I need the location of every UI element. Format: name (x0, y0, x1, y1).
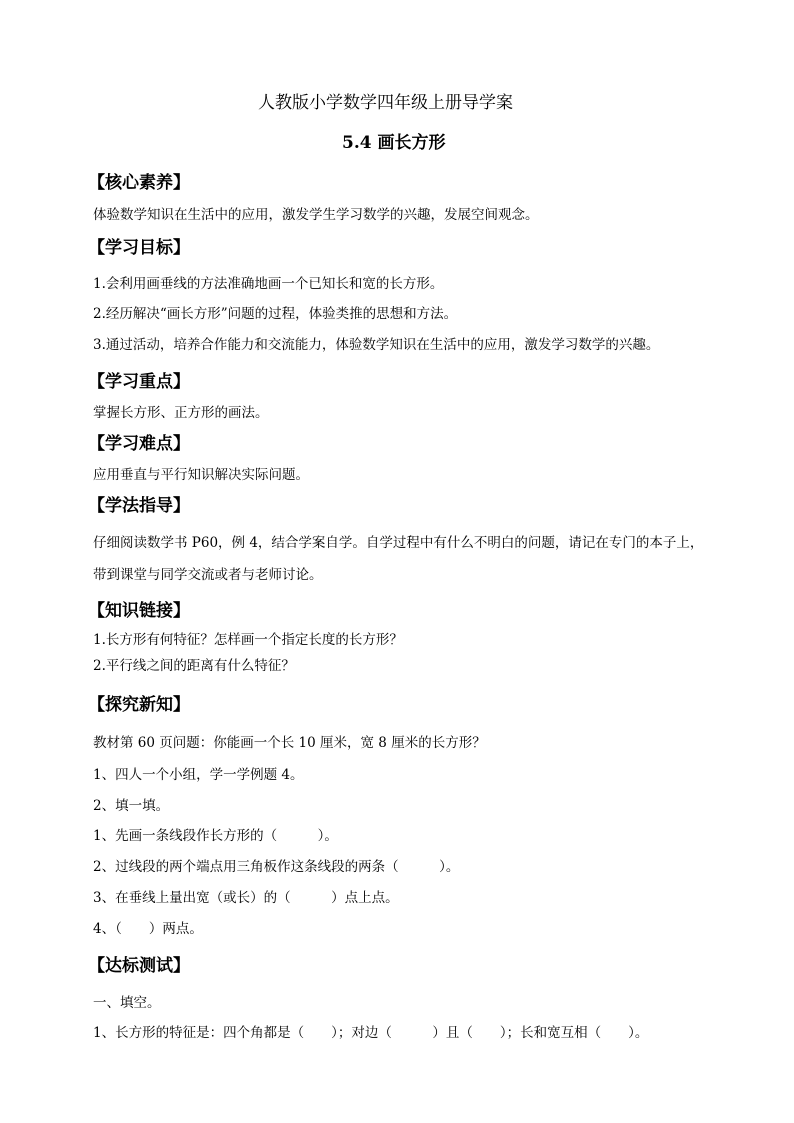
body-line: 3、在垂线上量出宽（或长）的（ ）点上点。 (93, 890, 399, 906)
body-line: 2.平行线之间的距离有什么特征？ (93, 658, 295, 674)
section-heading: 【学法指导】 (88, 496, 190, 516)
body-line: 1.长方形有何特征？怎样画一个指定长度的长方形？ (93, 632, 403, 648)
body-line: 1.会利用画垂线的方法准确地画一个已知长和宽的长方形。 (93, 276, 444, 292)
section-heading: 【探究新知】 (88, 695, 190, 715)
body-line: 一、填空。 (93, 995, 161, 1011)
body-line: 4、（ ）两点。 (93, 921, 203, 937)
body-line: 掌握长方形、正方形的画法。 (93, 405, 269, 421)
body-line: 2、过线段的两个端点用三角板作这条线段的两条（ ）。 (93, 859, 460, 875)
section-heading: 【达标测试】 (88, 956, 190, 976)
body-line: 仔细阅读数学书 P60，例 4，结合学案自学。自学过程中有什么不明白的问题，请记在专门的本子上， (93, 535, 704, 551)
body-line: 应用垂直与平行知识解决实际问题。 (93, 467, 309, 483)
section-heading: 【学习重点】 (88, 372, 190, 392)
doc-subtitle: 5.4 画长方形 (342, 133, 446, 153)
body-line: 1、先画一条线段作长方形的（ ）。 (93, 828, 338, 844)
body-line: 2.经历解决“画长方形”问题的过程，体验类推的思想和方法。 (93, 306, 458, 322)
body-line: 带到课堂与同学交流或者与老师讨论。 (93, 567, 323, 583)
section-heading: 【知识链接】 (88, 601, 190, 621)
body-line: 1、长方形的特征是：四个角都是（ ）；对边（ ）且（ ）；长和宽互相（ ）。 (93, 1025, 649, 1041)
section-heading: 【核心素养】 (88, 173, 190, 193)
body-line: 体验数学知识在生活中的应用，激发学生学习数学的兴趣，发展空间观念。 (93, 207, 539, 223)
section-heading: 【学习难点】 (88, 434, 190, 454)
body-line: 3.通过活动，培养合作能力和交流能力，体验数学知识在生活中的应用，激发学习数学的兴趣。 (93, 337, 660, 353)
body-line: 1、四人一个小组，学一学例题 4。 (93, 767, 304, 783)
body-line: 教材第 60 页问题：你能画一个长 10 厘米，宽 8 厘米的长方形？ (93, 735, 486, 751)
body-line: 2、填一填。 (93, 798, 170, 814)
section-heading: 【学习目标】 (88, 238, 190, 258)
doc-title: 人教版小学数学四年级上册导学案 (258, 93, 513, 113)
